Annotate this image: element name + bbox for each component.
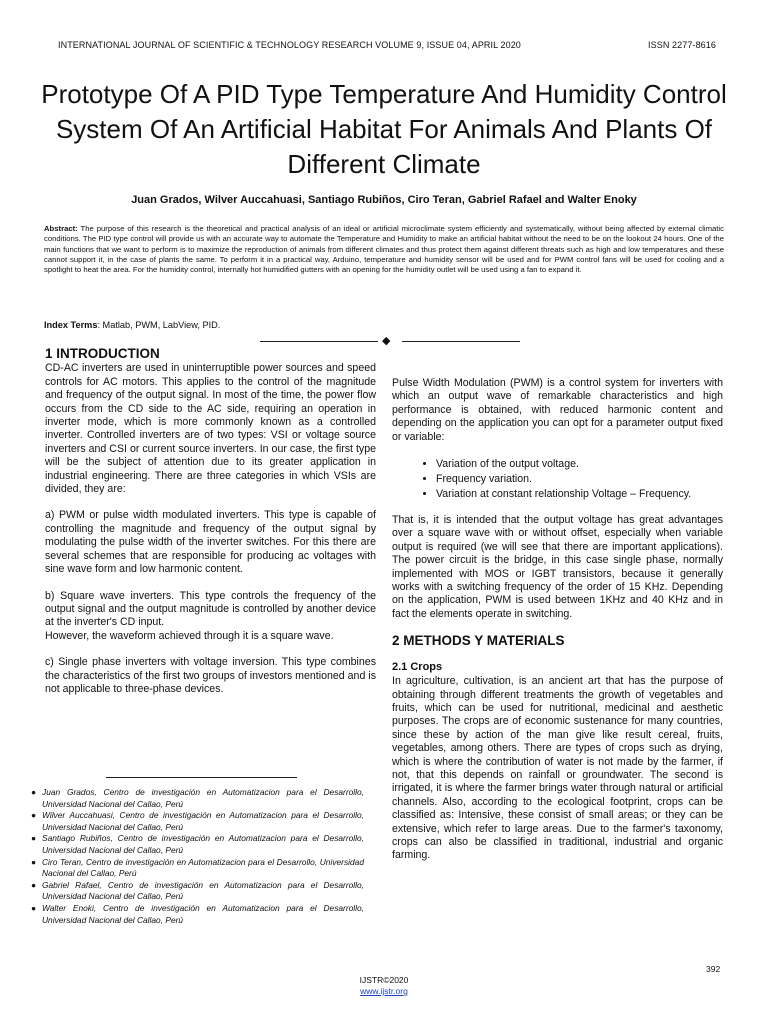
bullet-icon: ● <box>31 856 37 867</box>
author-list: Juan Grados, Wilver Auccahuasi, Santiago Rubiños, Ciro Teran, Gabriel Rafael and Walter Enoky <box>131 194 637 206</box>
author-affiliations <box>30 787 364 926</box>
paragraph: Pulse Width Modulation (PWM) is a control system for inverters with which an output wave of remarkable characteristics and high performance is obtained, with reduced harmonic content and depending on the application you can opt for a parameter output fixed or variable: <box>392 377 723 443</box>
running-header <box>58 40 716 52</box>
footnote-rule <box>106 777 297 778</box>
copyright-text: IJSTR©2020 <box>359 975 409 985</box>
paragraph: In agriculture, cultivation, is an ancient art that has the purpose of obtaining through different treatments the growth of vegetables and fruits, which can be used for nutritional, medicinal and aesthetic purposes. The crops are of economic sustenance for many countries, since these by action of the man give like result cereal, fruits, vegetables, among others. There are types of crops such as drying, which is where the contribution of water is not made by the farmer, if not, that this depends on rainfall or groundwater. The second is irrigated, it is where the farmer brings water through natural or artificial channels. Also, according to the ecological footprint, crops can be classified as: Intensive, these consist of small areas; or they can be extensive, which refer to large areas. Due to the farmer's taxonomy, crops can also be classified in traditional, industrial and organic farming. <box>392 675 723 862</box>
subsection-heading-crops: 2.1 Crops <box>392 660 443 673</box>
bullet-icon: ● <box>31 787 37 797</box>
section-heading-methods: 2 METHODS Y MATERIALS <box>392 633 565 649</box>
list-item: • Frequency variation. <box>436 472 723 487</box>
index-terms-text: : Matlab, PWM, LabView, PID. <box>97 320 221 330</box>
list-item: • Variation at constant relationship Voltage – Frequency. <box>436 487 723 502</box>
list-item: • Variation of the output voltage. <box>436 457 723 472</box>
footnote-item: ● Santiago Rubiños, Centro de investigación en Automatizacion para el Desarrollo, Universidad Nacional del Callao, Perú <box>31 833 364 855</box>
section-heading-introduction: 1 INTRODUCTION <box>45 346 160 361</box>
page-footer <box>0 975 768 997</box>
right-column <box>392 377 723 876</box>
paragraph: However, the waveform achieved through it is a square wave. <box>45 629 334 642</box>
footnote-item: ● Ciro Teran, Centro de investigación en Automatizacion para el Desarrollo, Universidad Nacional del Callao, Perú <box>31 856 364 879</box>
paragraph: That is, it is intended that the output voltage has great advantages over a square wave with or without offset, especially when variable output is required (we will see that there are important applications). The power circuit is the bridge, in this case single phase, normally implemented with MOS or IGBT transistors, because it generally works with a switching frequency of the order of 15 KHz. Depending on the application, PWM is used between 1KHz and 40 KHz and in fact the elements operate in switching. <box>392 514 723 620</box>
paragraph: b) Square wave inverters. This type controls the frequency of the output signal and the output magnitude is controlled by another device at the inverter's CD input. <box>45 589 376 629</box>
bullet-icon: ● <box>31 833 37 844</box>
footnote-item: ● Wilver Auccahuasi, Centro de investigación en Automatizacion para el Desarrollo, Universidad Nacional del Callao, Perú <box>31 810 364 832</box>
paper-title: Prototype Of A PID Type Temperature And Humidity Control System Of An Artificial Habitat For Animals And Plants Of Different Climate <box>41 79 727 179</box>
journal-link[interactable]: www.ijstr.org <box>360 986 408 996</box>
bullet-icon: ● <box>31 902 37 913</box>
bullet-icon: ● <box>31 879 37 890</box>
page-number: 392 <box>706 964 721 974</box>
separator-line-left <box>260 341 378 342</box>
paragraph: a) PWM or pulse width modulated inverters. This type is capable of controlling the magnitude and frequency of the output signal by modulating the pulse width of the inverter switches. For this there are several schemes that are responsible for producing ac voltages with sine wave form and low harmonic content. <box>45 509 376 576</box>
footnote-item: ● Walter Enoki, Centro de investigación en Automatizacion para el Desarrollo, Universidad Nacional del Callao, Perú <box>31 902 364 925</box>
section-separator <box>260 337 522 347</box>
abstract <box>44 224 724 275</box>
diamond-icon: ◆ <box>382 335 391 347</box>
abstract-text: The purpose of this research is the theoretical and practical analysis of an ideal or artificial microclimate system efficiently and systematically, without being affected by external climatic conditions. The PID type control will provide us with an accurate way to automate the Temperature and Humidity to make an artificial habitat without the need to be on the lookout 24 hours. One of the main functions that we want to perform is to maximize the reproduction of animals from different climates and thus protect them against different threats such as high and low temperatures and these cannot support it, in the case of plants the same. To perform it in a practical way, Arduino, temperature and humidity sensor will be used and for PWM control fans will be used for cooling and a spotlight to heat the area. For the humidity control, internally hot humidified gutters with an opening for the humidity outlet will be used using a fan to expand it. <box>44 224 724 275</box>
separator-line-right <box>402 341 520 342</box>
index-terms <box>44 320 724 330</box>
left-column <box>45 347 376 709</box>
bullet-icon: ● <box>31 810 37 821</box>
paragraph: CD-AC inverters are used in uninterruptible power sources and speed controls for AC motors. This applies to the control of the magnitude and frequency of the output signal. In most of the time, the power flow occurs from the CD side to the AC side, requiring an operation in inverter mode, which is more commonly known as a controlled inverter. Controlled inverters are of two types: VSI or voltage source inverters and CSI or current source inverters. In our case, the first type will be the subject of attention due to its greater application in industrial engineering. There are three categories in which VSIs are divided, they are: <box>45 362 376 496</box>
index-terms-label: Index Terms <box>44 320 98 330</box>
footnote-item: ● Juan Grados, Centro de investigación en Automatizacion para el Desarrollo, Universidad Nacional del Callao, Perú <box>31 787 364 809</box>
paragraph: c) Single phase inverters with voltage inversion. This type combines the characteristics of the first two groups of investors mentioned and is not applicable to three-phase devices. <box>45 656 376 695</box>
bullet-list <box>392 457 723 502</box>
abstract-label: Abstract: <box>44 224 78 233</box>
footnote-item: ● Gabriel Rafael, Centro de investigación en Automatizacion para el Desarrollo, Universidad Nacional del Callao, Perú <box>31 879 364 902</box>
issn-label: ISSN 2277-8616 <box>648 40 716 50</box>
journal-header: INTERNATIONAL JOURNAL OF SCIENTIFIC & TECHNOLOGY RESEARCH VOLUME 9, ISSUE 04, APRIL 2020 <box>58 40 521 50</box>
